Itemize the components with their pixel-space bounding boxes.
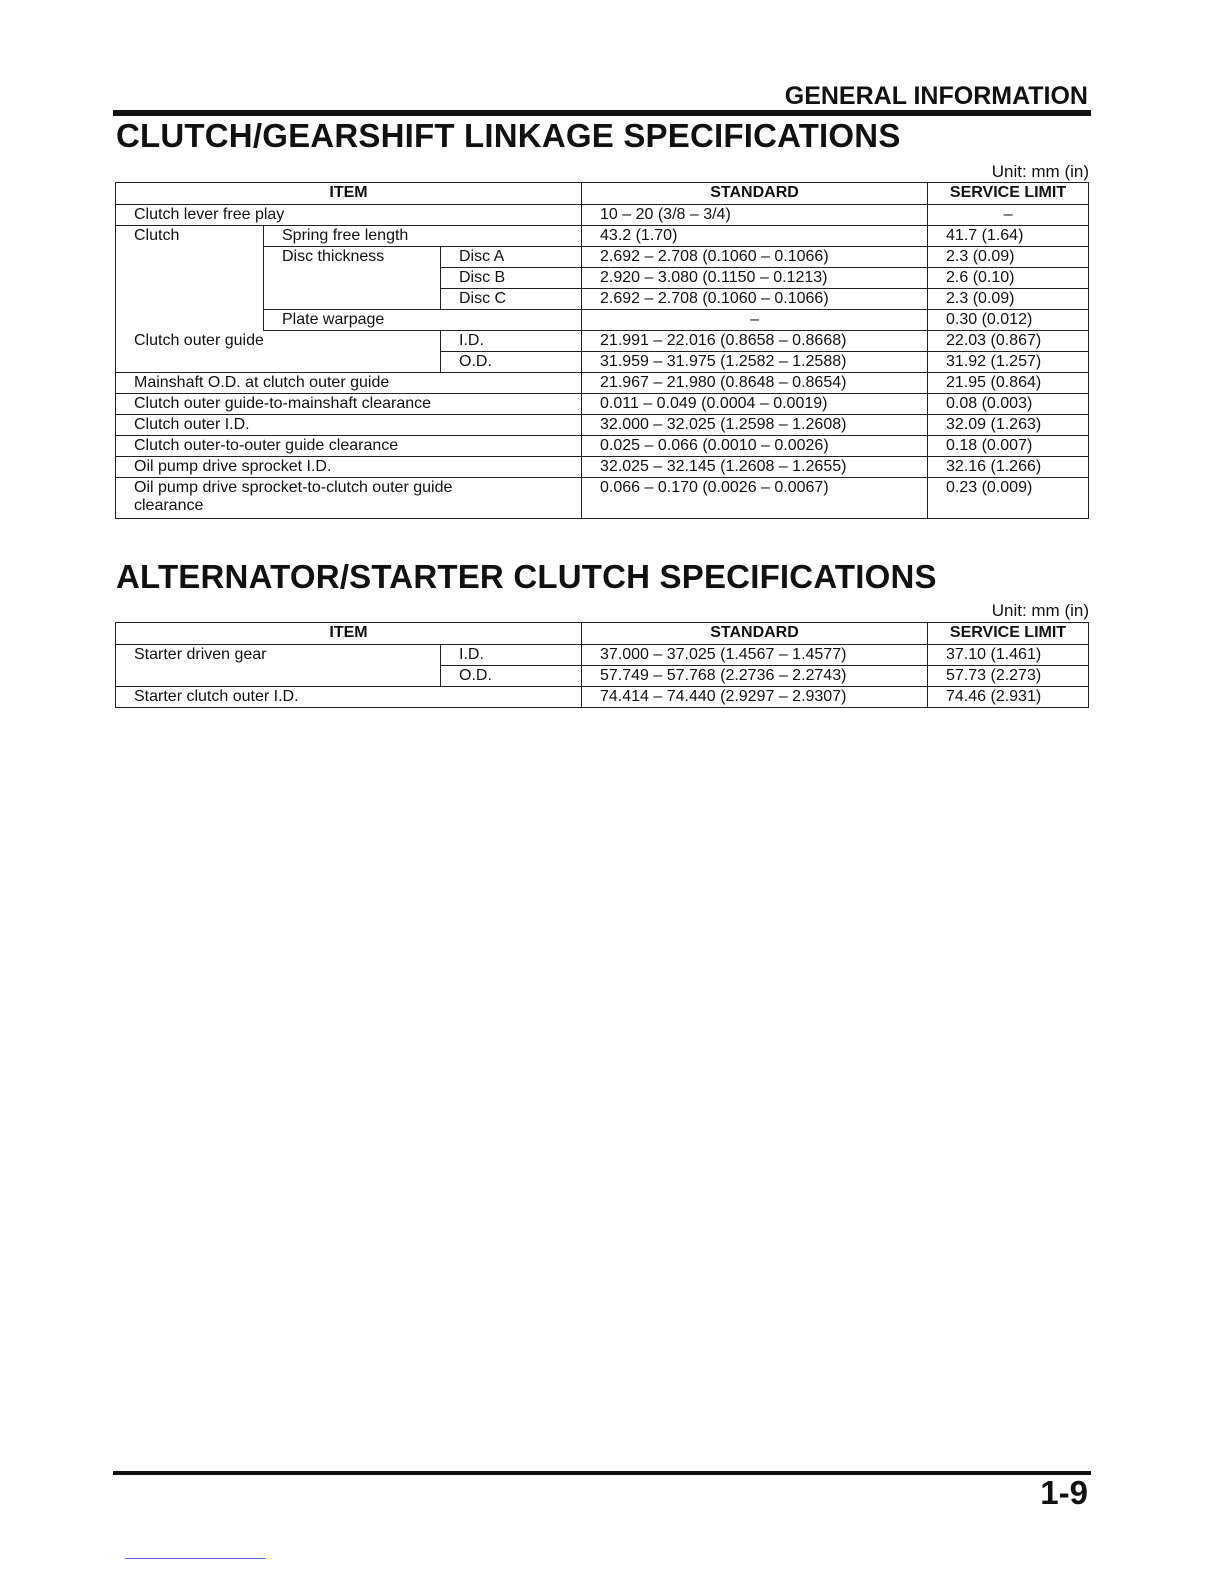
row-standard: 2.692 – 2.708 (0.1060 – 0.1066) <box>582 289 928 310</box>
alternator-unit: Unit: mm (in) <box>991 601 1089 620</box>
row-item: Disc C <box>441 289 582 310</box>
row-group-disc-thickness: Disc thickness <box>264 247 441 310</box>
table-row <box>116 331 1089 352</box>
row-limit: 0.30 (0.012) <box>928 310 1089 331</box>
table-row <box>116 226 1089 247</box>
row-limit: – <box>928 205 1089 226</box>
row-standard: 10 – 20 (3/8 – 3/4) <box>582 205 928 226</box>
row-item: Clutch outer-to-outer guide clearance <box>116 436 582 457</box>
header-item: ITEM <box>116 183 582 205</box>
row-standard: 32.025 – 32.145 (1.2608 – 1.2655) <box>582 457 928 478</box>
row-item: Spring free length <box>264 226 582 247</box>
row-group-outer-guide: Clutch outer guide <box>116 331 441 373</box>
row-limit: 32.16 (1.266) <box>928 457 1089 478</box>
bottom-rule <box>113 1471 1091 1475</box>
row-item: Clutch outer I.D. <box>116 415 582 436</box>
row-standard: – <box>582 310 928 331</box>
row-limit: 22.03 (0.867) <box>928 331 1089 352</box>
row-item: Clutch lever free play <box>116 205 582 226</box>
row-standard: 21.967 – 21.980 (0.8648 – 0.8654) <box>582 373 928 394</box>
row-group-driven-gear: Starter driven gear <box>116 645 441 687</box>
table-row <box>116 457 1089 478</box>
header-limit: SERVICE LIMIT <box>928 183 1089 205</box>
row-item: Disc B <box>441 268 582 289</box>
row-item: Starter clutch outer I.D. <box>116 687 582 708</box>
row-item: I.D. <box>441 331 582 352</box>
row-item: I.D. <box>441 645 582 666</box>
row-standard: 37.000 – 37.025 (1.4567 – 1.4577) <box>582 645 928 666</box>
header-item: ITEM <box>116 623 582 645</box>
table-row <box>116 436 1089 457</box>
top-rule <box>113 110 1091 116</box>
row-item: O.D. <box>441 666 582 687</box>
footer-line <box>125 1558 266 1559</box>
clutch-unit: Unit: mm (in) <box>991 162 1089 181</box>
row-item: Mainshaft O.D. at clutch outer guide <box>116 373 582 394</box>
table-row <box>116 645 1089 666</box>
row-limit: 31.92 (1.257) <box>928 352 1089 373</box>
row-limit: 74.46 (2.931) <box>928 687 1089 708</box>
row-standard: 57.749 – 57.768 (2.2736 – 2.2743) <box>582 666 928 687</box>
row-group-clutch: Clutch <box>116 226 264 331</box>
table-row <box>116 415 1089 436</box>
row-limit: 0.08 (0.003) <box>928 394 1089 415</box>
table-row <box>116 394 1089 415</box>
row-limit: 0.18 (0.007) <box>928 436 1089 457</box>
row-standard: 32.000 – 32.025 (1.2598 – 1.2608) <box>582 415 928 436</box>
row-item: Disc A <box>441 247 582 268</box>
clutch-title: CLUTCH/GEARSHIFT LINKAGE SPECIFICATIONS <box>116 117 901 154</box>
alternator-spec-table <box>115 622 1089 708</box>
header-standard: STANDARD <box>582 183 928 205</box>
alternator-title: ALTERNATOR/STARTER CLUTCH SPECIFICATIONS <box>116 558 937 595</box>
row-standard: 74.414 – 74.440 (2.9297 – 2.9307) <box>582 687 928 708</box>
page-number: 1-9 <box>1040 1474 1088 1511</box>
row-limit: 2.3 (0.09) <box>928 289 1089 310</box>
table-row <box>116 205 1089 226</box>
row-limit: 57.73 (2.273) <box>928 666 1089 687</box>
row-item: Oil pump drive sprocket-to-clutch outer guide clearance <box>116 478 582 519</box>
row-standard: 2.692 – 2.708 (0.1060 – 0.1066) <box>582 247 928 268</box>
row-limit: 37.10 (1.461) <box>928 645 1089 666</box>
row-standard: 0.066 – 0.170 (0.0026 – 0.0067) <box>582 478 928 519</box>
row-item: Oil pump drive sprocket I.D. <box>116 457 582 478</box>
row-item: Clutch outer guide-to-mainshaft clearance <box>116 394 582 415</box>
row-limit: 32.09 (1.263) <box>928 415 1089 436</box>
row-limit: 2.3 (0.09) <box>928 247 1089 268</box>
section-label: GENERAL INFORMATION <box>784 82 1088 110</box>
row-item: Plate warpage <box>264 310 582 331</box>
row-standard: 43.2 (1.70) <box>582 226 928 247</box>
table-header-row <box>116 183 1089 205</box>
row-item: O.D. <box>441 352 582 373</box>
row-standard: 21.991 – 22.016 (0.8658 – 0.8668) <box>582 331 928 352</box>
table-row <box>116 373 1089 394</box>
row-standard: 2.920 – 3.080 (0.1150 – 0.1213) <box>582 268 928 289</box>
row-standard: 0.011 – 0.049 (0.0004 – 0.0019) <box>582 394 928 415</box>
table-header-row <box>116 623 1089 645</box>
row-limit: 21.95 (0.864) <box>928 373 1089 394</box>
table-row <box>116 478 1089 519</box>
clutch-spec-table <box>115 182 1089 519</box>
table-row <box>116 687 1089 708</box>
header-limit: SERVICE LIMIT <box>928 623 1089 645</box>
row-limit: 0.23 (0.009) <box>928 478 1089 519</box>
row-limit: 41.7 (1.64) <box>928 226 1089 247</box>
header-standard: STANDARD <box>582 623 928 645</box>
row-standard: 31.959 – 31.975 (1.2582 – 1.2588) <box>582 352 928 373</box>
row-standard: 0.025 – 0.066 (0.0010 – 0.0026) <box>582 436 928 457</box>
row-limit: 2.6 (0.10) <box>928 268 1089 289</box>
